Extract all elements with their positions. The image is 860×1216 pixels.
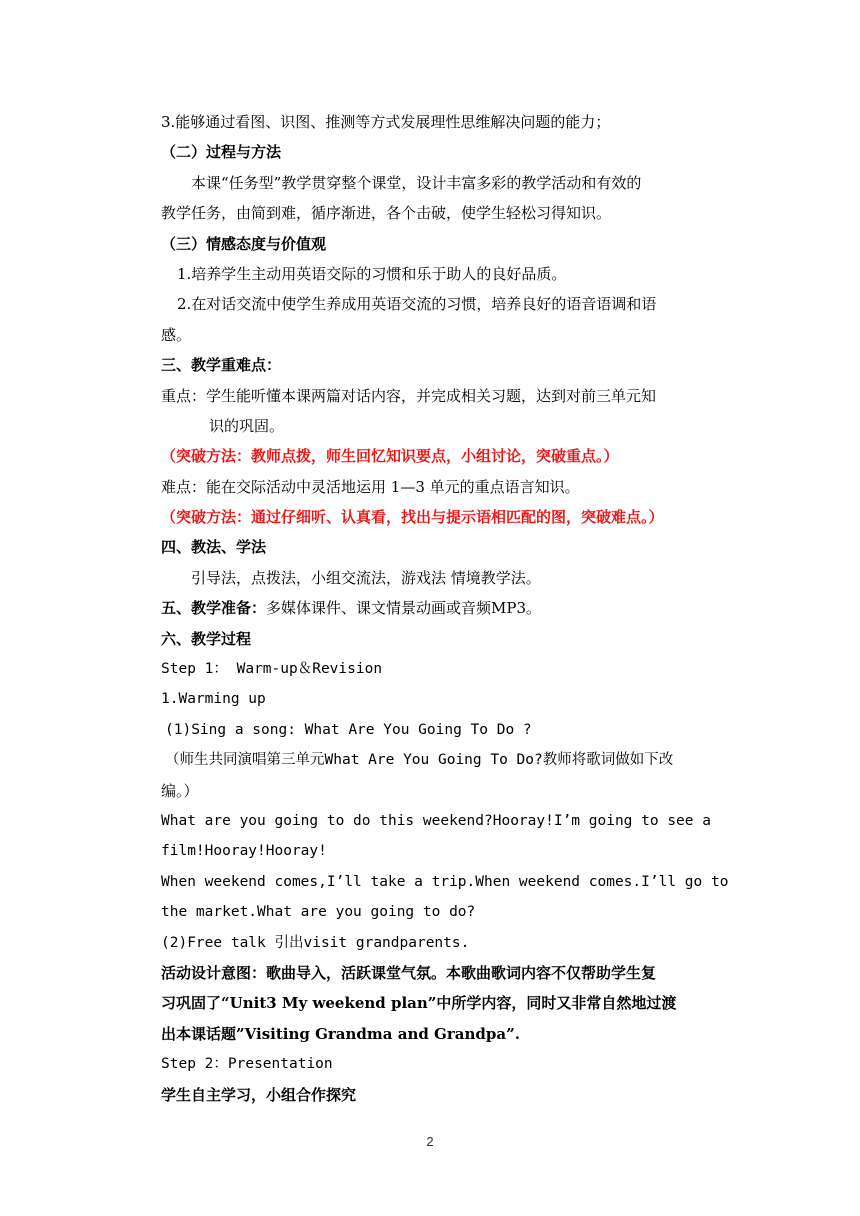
preparation-line: [161, 593, 733, 623]
key-point-line-2: 识的巩固。: [209, 416, 285, 435]
process-paragraph-line-1: 本课“任务型”教学贯穿整个课堂，设计丰富多彩的教学活动和有效的: [191, 173, 642, 192]
design-intent-line-3: 出本课话题”Visiting Grandma and Grandpa”.: [161, 1024, 520, 1043]
step-1-title: Step 1： Warm-up＆Revision: [161, 661, 383, 678]
attitude-item-2-line-2: 感。: [161, 325, 192, 344]
free-talk: (2)Free talk 引出visit grandparents.: [161, 934, 470, 951]
lyrics-line-3: When weekend comes,I’ll take a trip.When weekend comes.I’ll go to: [161, 873, 729, 890]
sing-a-song: (1)Sing a song: What Are You Going To Do ?: [165, 721, 532, 738]
lyrics-line-1: What are you going to do this weekend?Hooray!I’m going to see a: [161, 812, 711, 829]
song-note-line-1: （师生共同演唱第三单元What Are You Going To Do?教师将歌词做如下改: [165, 752, 674, 769]
heading-process-method: （二）过程与方法: [161, 143, 282, 162]
page-body: [161, 107, 733, 1110]
self-study-heading: 学生自主学习，小组合作探究: [161, 1085, 357, 1104]
heading-teaching-process: 六、教学过程: [161, 629, 252, 648]
lyrics-line-4: the market.What are you going to do?: [161, 904, 476, 921]
song-note-line-2: 编。）: [161, 781, 199, 800]
warming-up-title: 1.Warming up: [161, 691, 266, 708]
heading-key-difficult-points: 三、教学重难点：: [161, 356, 282, 375]
preparation-text: 多媒体课件、课文情景动画或音频MP3。: [266, 599, 542, 618]
teaching-methods-text: 引导法，点拨法，小组交流法，游戏法 情境教学法。: [191, 568, 541, 587]
page-number: 2: [426, 1134, 434, 1149]
key-point-line-1: 重点：学生能听懂本课两篇对话内容，并完成相关习题，达到对前三单元知: [161, 386, 657, 405]
heading-attitude-values: （三）情感态度与价值观: [161, 234, 327, 253]
key-point-method: （突破方法：教师点拨，师生回忆知识要点，小组讨论，突破重点。）: [161, 447, 619, 466]
difficult-point: 难点：能在交际活动中灵活地运用 1—3 单元的重点语言知识。: [161, 477, 580, 496]
design-intent-line-1: 活动设计意图：歌曲导入，活跃课堂气氛。本歌曲歌词内容不仅帮助学生复: [161, 963, 657, 982]
attitude-item-2-line-1: 2.在对话交流中使学生养成用英语交流的习惯，培养良好的语音语调和语: [177, 295, 657, 314]
heading-preparation: 五、教学准备：: [161, 599, 267, 618]
lyrics-line-2: film!Hooray!Hooray!: [161, 843, 327, 860]
process-paragraph-line-2: 教学任务，由简到难，循序渐进，各个击破，使学生轻松习得知识。: [161, 204, 612, 223]
difficult-point-method: （突破方法：通过仔细听、认真看，找出与提示语相匹配的图，突破难点。）: [161, 508, 664, 527]
attitude-item-1: 1.培养学生主动用英语交际的习惯和乐于助人的良好品质。: [177, 264, 567, 283]
design-intent-line-2: 习巩固了“Unit3 My weekend plan”中所学内容，同时又非常自然地过渡: [161, 994, 677, 1013]
step-2-title: Step 2：Presentation: [161, 1056, 333, 1073]
heading-teaching-methods: 四、教法、学法: [161, 538, 267, 557]
objective-3: 3.能够通过看图、识图、推测等方式发展理性思维解决问题的能力；: [161, 113, 611, 131]
